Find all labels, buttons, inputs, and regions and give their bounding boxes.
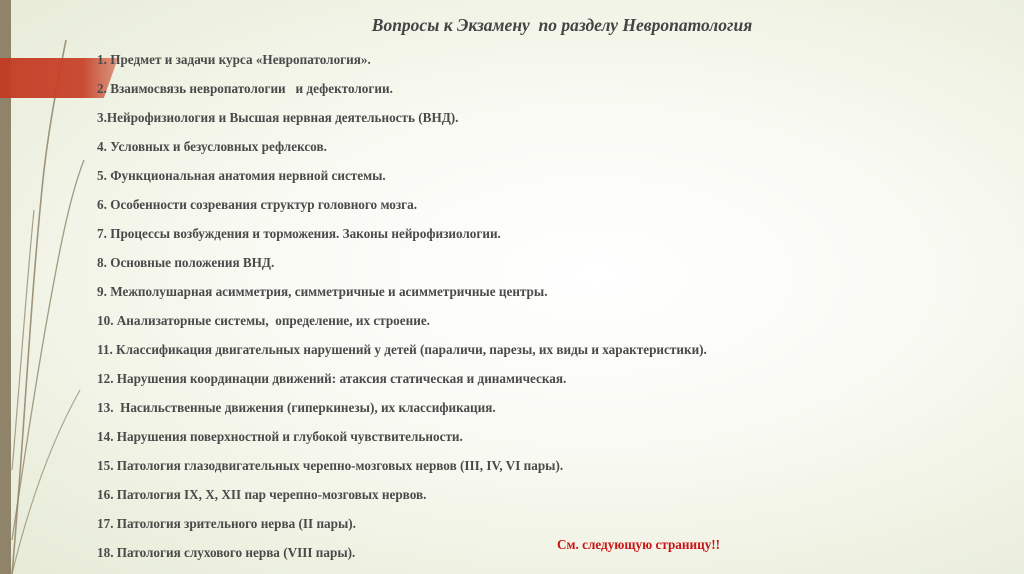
question-list: [97, 47, 707, 569]
question-text: 13. Насильственные движения (гиперкинезы), их классификация.: [97, 400, 496, 415]
question-text: 18. Патология слухового нерва (VIII пары).: [97, 545, 356, 560]
question-item: [97, 163, 707, 192]
question-item: [97, 482, 707, 511]
question-item: [97, 221, 707, 250]
question-item: [97, 395, 707, 424]
question-text: 9. Межполушарная асимметрия, симметричные и асимметричные центры.: [97, 284, 548, 299]
question-text: 11. Классификация двигательных нарушений у детей (параличи, парезы, их виды и характеристики).: [97, 342, 707, 357]
question-text: 17. Патология зрительного нерва (II пары).: [97, 516, 356, 531]
question-item: [97, 453, 707, 482]
question-text: 15. Патология глазодвигательных черепно-мозговых нервов (III, IV, VI пары).: [97, 458, 564, 473]
question-text: 7. Процессы возбуждения и торможения. Законы нейрофизиологии.: [97, 226, 501, 241]
question-item: [97, 337, 707, 366]
question-item: [97, 424, 707, 453]
question-item: [97, 279, 707, 308]
question-text: 16. Патология IX, X, XII пар черепно-мозговых нервов.: [97, 487, 427, 502]
question-text: 1. Предмет и задачи курса «Невропатология».: [97, 52, 371, 67]
question-text: 6. Особенности созревания структур головного мозга.: [97, 197, 418, 212]
question-text: 4. Условных и безусловных рефлексов.: [97, 139, 327, 154]
question-text: 5. Функциональная анатомия нервной системы.: [97, 168, 386, 183]
question-item: [97, 134, 707, 163]
question-item: [97, 308, 707, 337]
question-item: [97, 366, 707, 395]
question-text: 14. Нарушения поверхностной и глубокой чувствительности.: [97, 429, 463, 444]
question-text: 3.Нейрофизиология и Высшая нервная деятельность (ВНД).: [97, 110, 459, 125]
question-text: 10. Анализаторные системы, определение, их строение.: [97, 313, 430, 328]
next-page-note: См. следующую страницу!!: [557, 537, 721, 552]
question-text: 8. Основные положения ВНД.: [97, 255, 275, 270]
question-text: 12. Нарушения координации движений: атаксия статическая и динамическая.: [97, 371, 567, 386]
question-item: [97, 105, 707, 134]
question-item: [97, 250, 707, 279]
question-item: [97, 192, 707, 221]
question-item: [97, 76, 707, 105]
question-text: 2. Взаимосвязь невропатологии и дефектологии.: [97, 81, 393, 96]
question-item: [97, 47, 707, 76]
page-title: Вопросы к Экзамену по разделу Невропатология: [371, 15, 753, 35]
